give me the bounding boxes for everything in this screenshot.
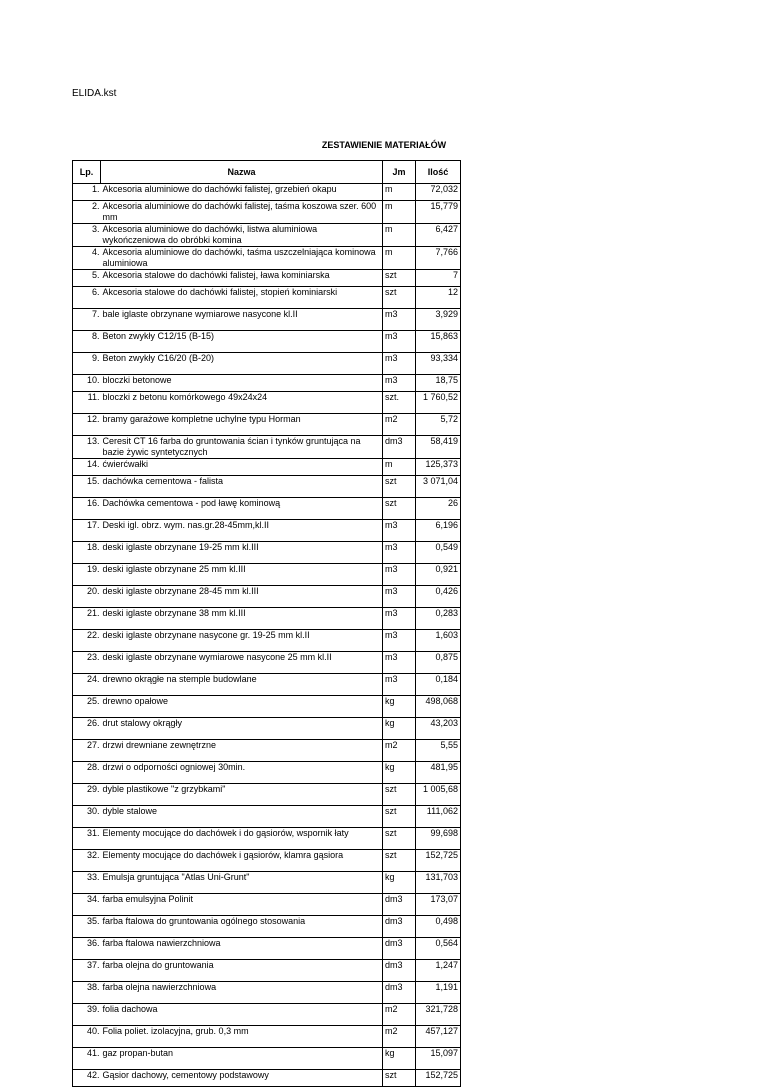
table-row (73, 784, 461, 806)
table-row (73, 894, 461, 916)
quantity: 7,766 (416, 247, 461, 270)
quantity: 3,929 (416, 309, 461, 331)
table-row (73, 201, 461, 224)
material-name: bloczki betonowe (101, 375, 383, 392)
table-row (73, 850, 461, 872)
unit: szt (383, 850, 416, 872)
material-name: deski iglaste obrzynane 38 mm kl.III (101, 608, 383, 630)
quantity: 15,097 (416, 1048, 461, 1070)
row-number: 13. (73, 436, 101, 459)
unit: m3 (383, 630, 416, 652)
quantity: 6,427 (416, 224, 461, 247)
row-number: 26. (73, 718, 101, 740)
material-name: Ceresit CT 16 farba do gruntowania ścian i tynków gruntująca na bazie żywic syntetycznych (101, 436, 383, 459)
quantity: 0,426 (416, 586, 461, 608)
material-name: bale iglaste obrzynane wymiarowe nasycone kl.II (101, 309, 383, 331)
unit: m3 (383, 542, 416, 564)
quantity: 1,247 (416, 960, 461, 982)
quantity: 1,191 (416, 982, 461, 1004)
quantity: 93,334 (416, 353, 461, 375)
row-number: 21. (73, 608, 101, 630)
material-name: drzwi o odporności ogniowej 30min. (101, 762, 383, 784)
unit: kg (383, 696, 416, 718)
table-row (73, 740, 461, 762)
row-number: 15. (73, 476, 101, 498)
table-row (73, 498, 461, 520)
table-row (73, 1048, 461, 1070)
row-number: 31. (73, 828, 101, 850)
unit: szt (383, 806, 416, 828)
row-number: 41. (73, 1048, 101, 1070)
row-number: 18. (73, 542, 101, 564)
table-row (73, 331, 461, 353)
material-name: deski iglaste obrzynane nasycone gr. 19-25 mm kl.II (101, 630, 383, 652)
unit: szt (383, 498, 416, 520)
quantity: 72,032 (416, 184, 461, 201)
unit: m3 (383, 564, 416, 586)
material-name: Elementy mocujące do dachówek i do gąsiorów, wspornik łaty (101, 828, 383, 850)
material-name: farba olejna do gruntowania (101, 960, 383, 982)
row-number: 42. (73, 1070, 101, 1087)
header-qty: Ilość (416, 161, 461, 184)
quantity: 111,062 (416, 806, 461, 828)
table-row (73, 270, 461, 287)
quantity: 26 (416, 498, 461, 520)
row-number: 22. (73, 630, 101, 652)
material-name: Beton zwykły C16/20 (B-20) (101, 353, 383, 375)
quantity: 5,55 (416, 740, 461, 762)
row-number: 1. (73, 184, 101, 201)
row-number: 4. (73, 247, 101, 270)
material-name: deski iglaste obrzynane 25 mm kl.III (101, 564, 383, 586)
table-row (73, 309, 461, 331)
table-row (73, 696, 461, 718)
quantity: 18,75 (416, 375, 461, 392)
quantity: 173,07 (416, 894, 461, 916)
table-header-row (73, 161, 461, 184)
material-name: drut stalowy okrągły (101, 718, 383, 740)
unit: dm3 (383, 938, 416, 960)
materials-table (72, 160, 461, 1087)
material-name: folia dachowa (101, 1004, 383, 1026)
material-name: dachówka cementowa - falista (101, 476, 383, 498)
unit: kg (383, 872, 416, 894)
unit: dm3 (383, 960, 416, 982)
quantity: 0,921 (416, 564, 461, 586)
table-row (73, 564, 461, 586)
material-name: farba ftalowa nawierzchniowa (101, 938, 383, 960)
table-row (73, 476, 461, 498)
unit: dm3 (383, 916, 416, 938)
table-row (73, 184, 461, 201)
table-row (73, 459, 461, 476)
material-name: Akcesoria aluminiowe do dachówki falistej, taśma koszowa szer. 600 mm (101, 201, 383, 224)
quantity: 12 (416, 287, 461, 309)
material-name: drzwi drewniane zewnętrzne (101, 740, 383, 762)
quantity: 15,779 (416, 201, 461, 224)
unit: m3 (383, 586, 416, 608)
material-name: deski iglaste obrzynane 19-25 mm kl.III (101, 542, 383, 564)
material-name: farba olejna nawierzchniowa (101, 982, 383, 1004)
row-number: 34. (73, 894, 101, 916)
quantity: 131,703 (416, 872, 461, 894)
material-name: dyble plastikowe "z grzybkami" (101, 784, 383, 806)
material-name: deski iglaste obrzynane wymiarowe nasycone 25 mm kl.II (101, 652, 383, 674)
unit: m3 (383, 652, 416, 674)
material-name: Gąsior dachowy, cementowy podstawowy (101, 1070, 383, 1087)
row-number: 32. (73, 850, 101, 872)
unit: szt. (383, 392, 416, 414)
row-number: 10. (73, 375, 101, 392)
quantity: 481,95 (416, 762, 461, 784)
quantity: 43,203 (416, 718, 461, 740)
table-row (73, 674, 461, 696)
table-row (73, 1070, 461, 1087)
unit: dm3 (383, 436, 416, 459)
header-lp: Lp. (73, 161, 101, 184)
row-number: 30. (73, 806, 101, 828)
unit: szt (383, 828, 416, 850)
material-name: Dachówka cementowa - pod ławę kominową (101, 498, 383, 520)
quantity: 99,698 (416, 828, 461, 850)
table-body (73, 184, 461, 1087)
row-number: 20. (73, 586, 101, 608)
material-name: dyble stalowe (101, 806, 383, 828)
material-name: Folia poliet. izolacyjna, grub. 0,3 mm (101, 1026, 383, 1048)
row-number: 7. (73, 309, 101, 331)
table-row (73, 982, 461, 1004)
material-name: farba ftalowa do gruntowania ogólnego stosowania (101, 916, 383, 938)
unit: m (383, 184, 416, 201)
quantity: 0,549 (416, 542, 461, 564)
unit: kg (383, 762, 416, 784)
table-row (73, 630, 461, 652)
row-number: 14. (73, 459, 101, 476)
material-name: Emulsja gruntująca "Atlas Uni-Grunt" (101, 872, 383, 894)
unit: m3 (383, 674, 416, 696)
table-row (73, 224, 461, 247)
unit: szt (383, 287, 416, 309)
quantity: 321,728 (416, 1004, 461, 1026)
row-number: 9. (73, 353, 101, 375)
row-number: 38. (73, 982, 101, 1004)
table-row (73, 938, 461, 960)
row-number: 8. (73, 331, 101, 353)
row-number: 29. (73, 784, 101, 806)
row-number: 6. (73, 287, 101, 309)
material-name: Elementy mocujące do dachówek i gąsiorów, klamra gąsiora (101, 850, 383, 872)
unit: dm3 (383, 894, 416, 916)
table-row (73, 718, 461, 740)
quantity: 1,603 (416, 630, 461, 652)
header-name: Nazwa (101, 161, 383, 184)
material-name: Akcesoria stalowe do dachówki falistej, ława kominiarska (101, 270, 383, 287)
quantity: 457,127 (416, 1026, 461, 1048)
table-row (73, 414, 461, 436)
quantity: 15,863 (416, 331, 461, 353)
unit: szt (383, 270, 416, 287)
row-number: 36. (73, 938, 101, 960)
unit: m (383, 224, 416, 247)
quantity: 1 005,68 (416, 784, 461, 806)
table-row (73, 872, 461, 894)
material-name: deski iglaste obrzynane 28-45 mm kl.III (101, 586, 383, 608)
material-name: bloczki z betonu komórkowego 49x24x24 (101, 392, 383, 414)
quantity: 58,419 (416, 436, 461, 459)
unit: m (383, 201, 416, 224)
quantity: 0,283 (416, 608, 461, 630)
unit: szt (383, 476, 416, 498)
unit: szt (383, 784, 416, 806)
table-row (73, 586, 461, 608)
unit: m3 (383, 608, 416, 630)
quantity: 7 (416, 270, 461, 287)
unit: m3 (383, 331, 416, 353)
material-name: bramy garażowe kompletne uchylne typu Horman (101, 414, 383, 436)
quantity: 498,068 (416, 696, 461, 718)
quantity: 152,725 (416, 850, 461, 872)
unit: kg (383, 718, 416, 740)
row-number: 33. (73, 872, 101, 894)
quantity: 152,725 (416, 1070, 461, 1087)
unit: m3 (383, 309, 416, 331)
material-name: Akcesoria aluminiowe do dachówki, taśma uszczelniająca kominowa aluminiowa (101, 247, 383, 270)
row-number: 27. (73, 740, 101, 762)
quantity: 6,196 (416, 520, 461, 542)
table-row (73, 608, 461, 630)
unit: m2 (383, 414, 416, 436)
quantity: 5,72 (416, 414, 461, 436)
table-row (73, 652, 461, 674)
table-row (73, 916, 461, 938)
table-row (73, 1026, 461, 1048)
quantity: 125,373 (416, 459, 461, 476)
quantity: 0,184 (416, 674, 461, 696)
row-number: 16. (73, 498, 101, 520)
unit: m3 (383, 520, 416, 542)
row-number: 3. (73, 224, 101, 247)
material-name: gaz propan-butan (101, 1048, 383, 1070)
quantity: 3 071,04 (416, 476, 461, 498)
table-row (73, 436, 461, 459)
material-name: Akcesoria aluminiowe do dachówki falistej, grzebień okapu (101, 184, 383, 201)
unit: m2 (383, 740, 416, 762)
unit: m (383, 247, 416, 270)
quantity: 0,498 (416, 916, 461, 938)
material-name: Akcesoria stalowe do dachówki falistej, stopień kominiarski (101, 287, 383, 309)
unit: m3 (383, 375, 416, 392)
material-name: Deski igl. obrz. wym. nas.gr.28-45mm,kl.II (101, 520, 383, 542)
row-number: 25. (73, 696, 101, 718)
table-row (73, 1004, 461, 1026)
unit: m2 (383, 1004, 416, 1026)
table-row (73, 542, 461, 564)
quantity: 0,564 (416, 938, 461, 960)
row-number: 40. (73, 1026, 101, 1048)
table-row (73, 392, 461, 414)
material-name: farba emulsyjna Polinit (101, 894, 383, 916)
table-row (73, 762, 461, 784)
table-row (73, 828, 461, 850)
table-row (73, 806, 461, 828)
unit: m (383, 459, 416, 476)
table-row (73, 287, 461, 309)
row-number: 5. (73, 270, 101, 287)
table-row (73, 247, 461, 270)
row-number: 24. (73, 674, 101, 696)
unit: szt (383, 1070, 416, 1087)
unit: dm3 (383, 982, 416, 1004)
document-title: ZESTAWIENIE MATERIAŁÓW (321, 140, 447, 150)
material-name: drewno opałowe (101, 696, 383, 718)
material-name: Beton zwykły C12/15 (B-15) (101, 331, 383, 353)
unit: m3 (383, 353, 416, 375)
row-number: 28. (73, 762, 101, 784)
quantity: 0,875 (416, 652, 461, 674)
unit: m2 (383, 1026, 416, 1048)
file-name: ELIDA.kst (72, 88, 117, 99)
unit: kg (383, 1048, 416, 1070)
row-number: 39. (73, 1004, 101, 1026)
row-number: 2. (73, 201, 101, 224)
material-name: ćwierćwałki (101, 459, 383, 476)
row-number: 23. (73, 652, 101, 674)
material-name: drewno okrągłe na stemple budowlane (101, 674, 383, 696)
table-row (73, 375, 461, 392)
table-row (73, 520, 461, 542)
row-number: 37. (73, 960, 101, 982)
table-row (73, 960, 461, 982)
table-row (73, 353, 461, 375)
row-number: 19. (73, 564, 101, 586)
row-number: 12. (73, 414, 101, 436)
header-jm: Jm (383, 161, 416, 184)
row-number: 35. (73, 916, 101, 938)
row-number: 17. (73, 520, 101, 542)
quantity: 1 760,52 (416, 392, 461, 414)
material-name: Akcesoria aluminiowe do dachówki, listwa aluminiowa wykończeniowa do obróbki komina (101, 224, 383, 247)
row-number: 11. (73, 392, 101, 414)
